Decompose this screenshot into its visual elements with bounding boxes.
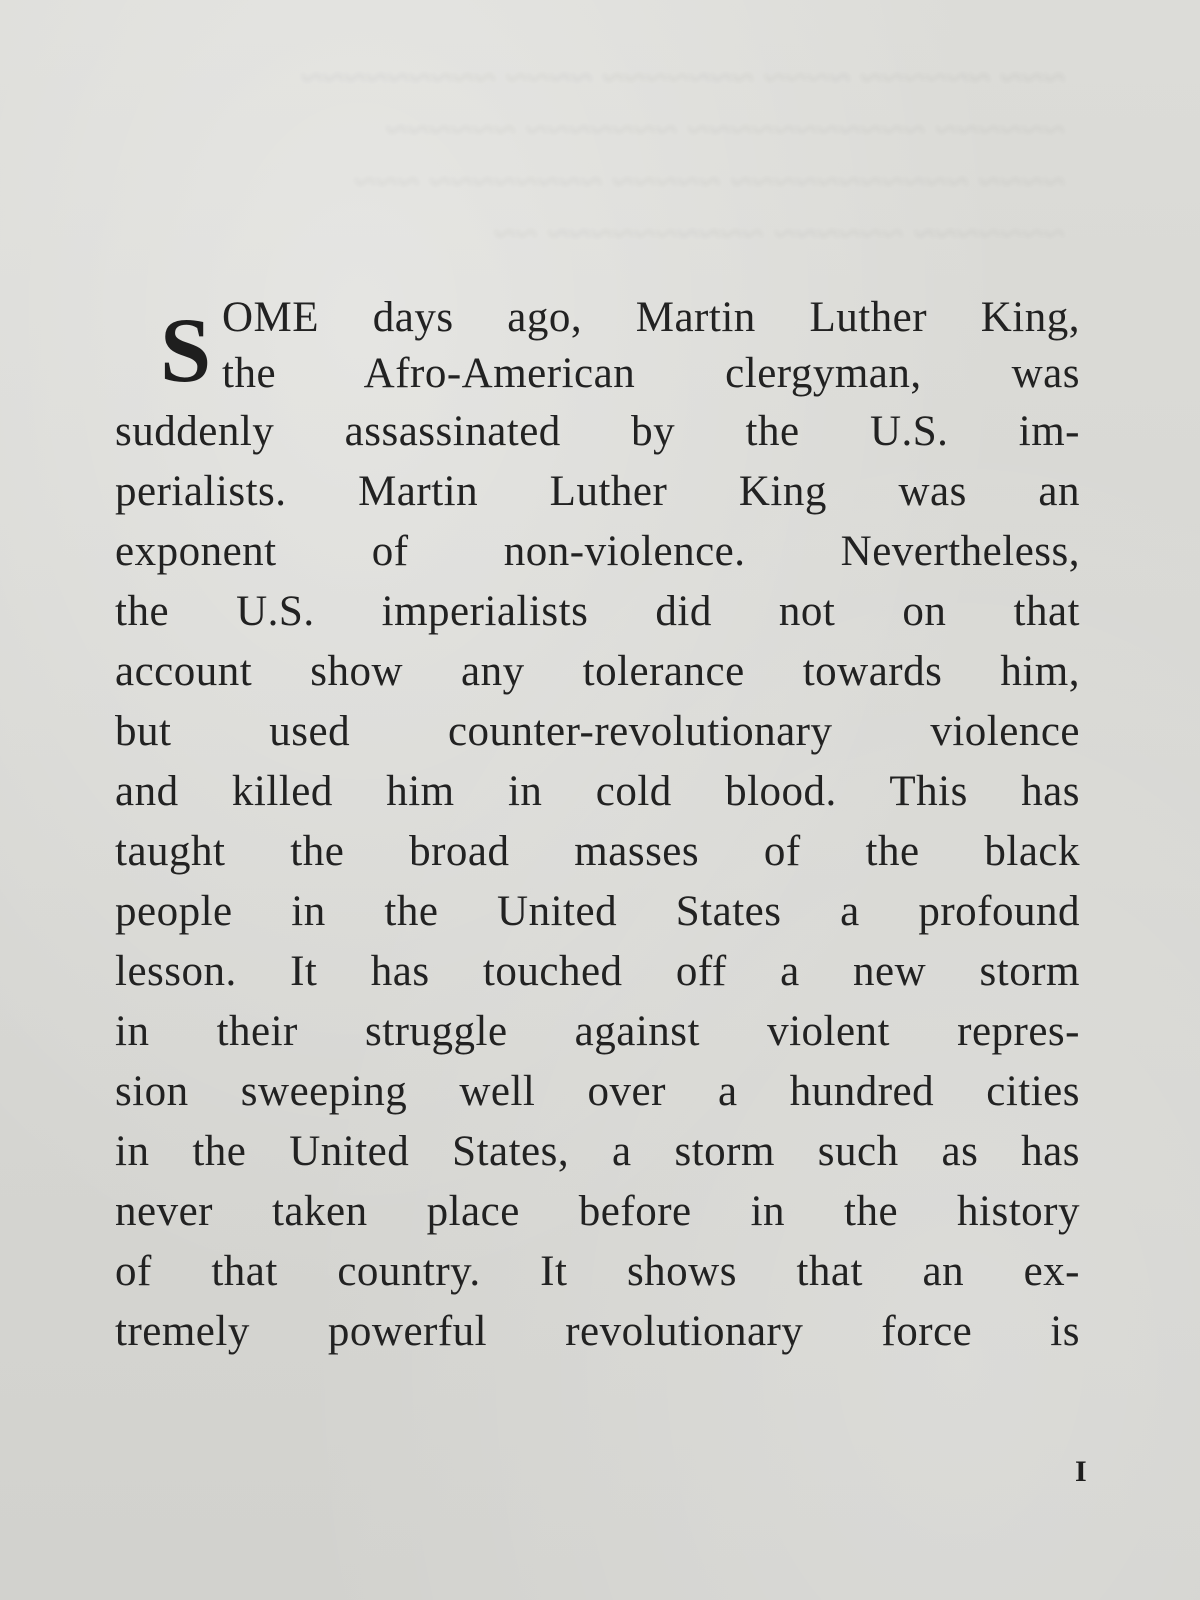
text-line: sion sweeping well over a hundred cities (115, 1068, 1080, 1115)
text-line: never taken place before in the history (115, 1188, 1080, 1235)
text-line: perialists. Martin Luther King was an (115, 468, 1080, 515)
text-line: but used counter-revolutionary violence (115, 708, 1080, 755)
text-line: the U.S. imperialists did not on that (115, 588, 1080, 635)
text-line: lesson. It has touched off a new storm (115, 948, 1080, 995)
show-through-text: ~~~ ~~~~~~ ~~~~ ~~~~~~~ ~~~~ ~~~~~~~~~ ~~~~~~ ~~~~~~~~~~~ ~~~~~~~ ~~~~~~ ~~~~ ~~~~~~~~~~~ ~~~~~ ~~~~~~~~ ~~~ ~~~~~~~ ~~~~~~ ~~~~~~~~~~ ~~ (300, 55, 1065, 256)
text-line: tremely powerful revolutionary force is (115, 1308, 1080, 1355)
text-line: OME days ago, Martin Luther King, (222, 294, 1080, 341)
text-line: in their struggle against violent repres- (115, 1008, 1080, 1055)
drop-cap: S (160, 299, 212, 401)
text-line: of that country. It shows that an ex- (115, 1248, 1080, 1295)
text-line: account show any tolerance towards him, (115, 648, 1080, 695)
text-line: exponent of non-violence. Nevertheless, (115, 528, 1080, 575)
text-line: and killed him in cold blood. This has (115, 768, 1080, 815)
page-number: I (1075, 1455, 1087, 1488)
text-line: people in the United States a profound (115, 888, 1080, 935)
text-line: the Afro-American clergyman, was (222, 350, 1080, 397)
body-text (115, 290, 1080, 1362)
text-line: taught the broad masses of the black (115, 828, 1080, 875)
text-line: in the United States, a storm such as has (115, 1128, 1080, 1175)
text-line: suddenly assassinated by the U.S. im- (115, 408, 1080, 455)
